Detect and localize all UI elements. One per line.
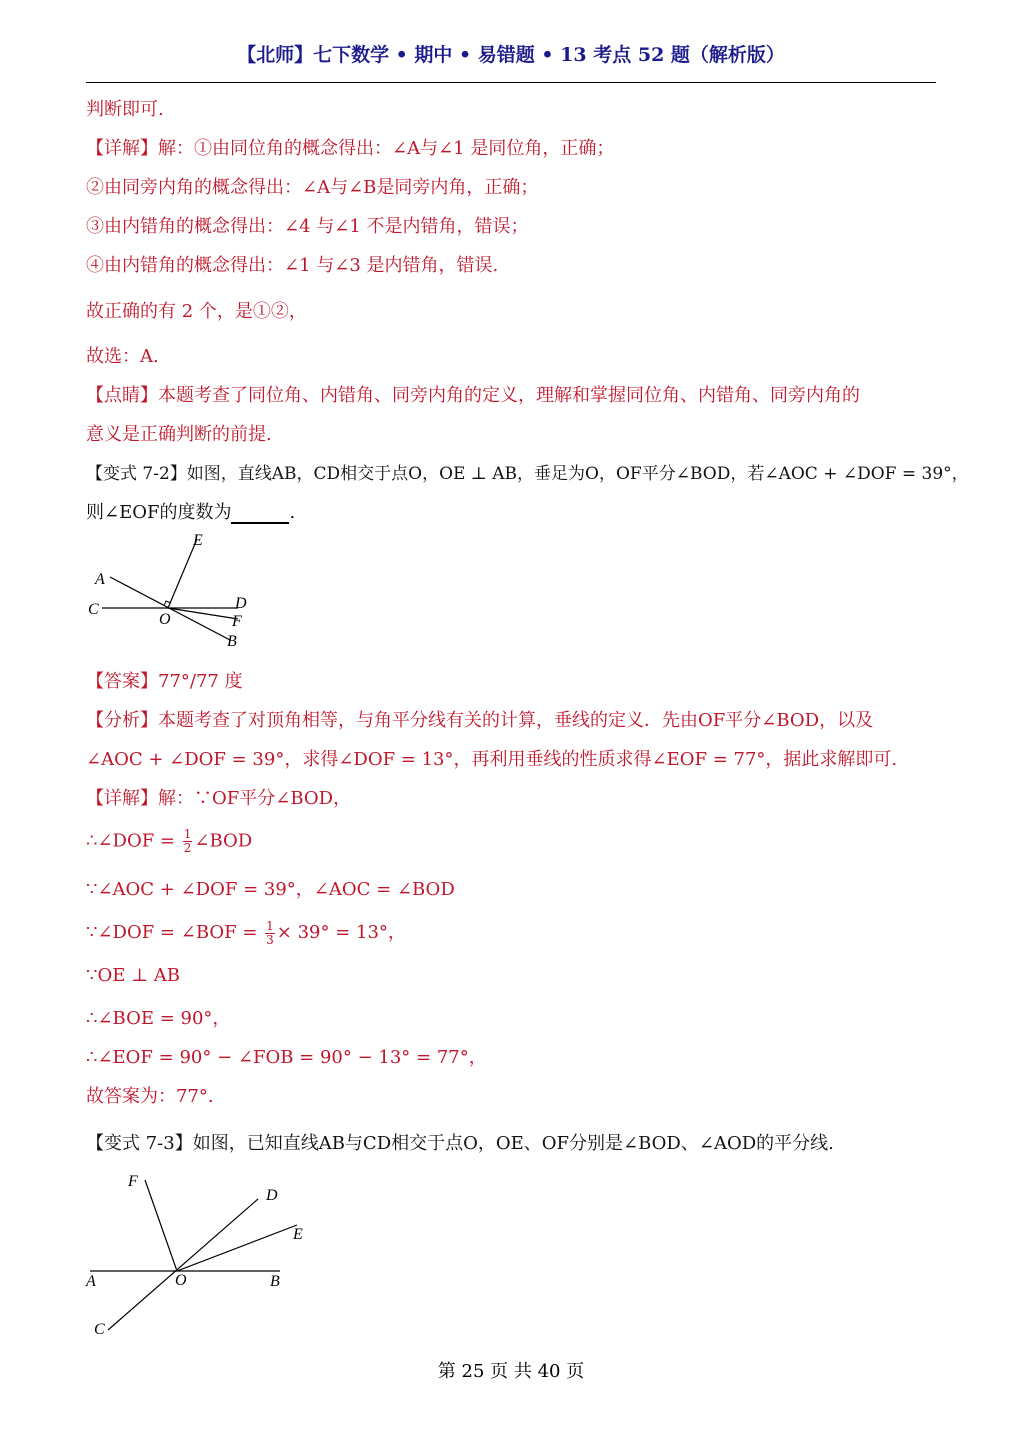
label-E: E (293, 1226, 303, 1243)
fraction-denominator: 2 (183, 841, 192, 855)
text-line: ②由同旁内角的概念得出：∠A与∠B是同旁内角，正确； (86, 177, 539, 198)
label-C: C (94, 1321, 105, 1338)
text-line: 【点睛】本题考查了同位角、内错角、同旁内角的定义，理解和掌握同位角、内错角、同旁内角的 (86, 385, 860, 406)
label-O: O (159, 611, 171, 628)
solution-line: 故答案为：77°. (86, 1086, 214, 1107)
fraction-numerator: 1 (266, 918, 274, 933)
math-text: ∠BOD (194, 830, 253, 852)
fraction (183, 828, 193, 855)
solution-line (86, 918, 406, 947)
page-header: 【北师】七下数学 • 期中 • 易错题 • 13 考点 52 题（解析版） (237, 44, 785, 66)
math-text: × 39° = 13°， (276, 922, 406, 943)
question-text: . (289, 502, 296, 523)
page-footer: 第 25 页 共 40 页 (437, 1361, 585, 1382)
label-B: B (227, 633, 237, 650)
solution-line (86, 828, 252, 855)
math-text: ∵∠DOF = ∠BOF = (86, 922, 264, 943)
analysis-line: ∠AOC + ∠DOF = 39°，求得∠DOF = 13°，再利用垂线的性质求得∠EOF = 77°，据此求解即可. (86, 749, 898, 770)
text-line: 判断即可. (86, 99, 164, 120)
solution-line: ∵∠AOC + ∠DOF = 39°，∠AOC = ∠BOD (86, 879, 455, 900)
text-line: 意义是正确判断的前提. (86, 424, 272, 445)
text-line: 【详解】解：①由同位角的概念得出：∠A与∠1 是同位角，正确； (86, 138, 615, 159)
text-line: ③由内错角的概念得出：∠4 与∠1 不是内错角，错误； (86, 216, 529, 237)
text-line: 故正确的有 2 个，是①②， (86, 301, 307, 322)
label-D: D (235, 595, 247, 612)
label-F: F (128, 1173, 138, 1190)
answer-line: 【答案】77°/77 度 (86, 671, 243, 692)
label-F: F (232, 613, 242, 630)
label-D: D (266, 1187, 278, 1204)
fraction-denominator: 3 (266, 932, 274, 947)
text-line: ④由内错角的概念得出：∠1 与∠3 是内错角，错误. (86, 255, 499, 276)
label-E: E (193, 532, 203, 549)
text-line: 故选：A. (86, 346, 159, 367)
analysis-line: 【分析】本题考查了对顶角相等，与角平分线有关的计算，垂线的定义．先由OF平分∠BOD，以及 (86, 710, 874, 731)
label-C: C (88, 601, 99, 618)
math-text: ∴∠DOF = (86, 830, 181, 852)
fraction (265, 920, 275, 947)
figure-7-3 (80, 1165, 320, 1345)
answer-blank (231, 506, 289, 524)
solution-line: ∵OE ⊥ AB (86, 965, 180, 986)
figure-7-2 (80, 525, 280, 655)
question-7-3: 【变式 7-3】如图，已知直线AB与CD相交于点O，OE、OF分别是∠BOD、∠AOD的平分线. (86, 1133, 834, 1154)
header-rule (86, 82, 936, 83)
question-7-2-cont (86, 498, 295, 524)
label-A: A (95, 571, 105, 588)
question-text: 则∠EOF的度数为 (86, 502, 232, 523)
solution-line: ∴∠EOF = 90° − ∠FOB = 90° − 13° = 77°， (86, 1047, 487, 1068)
solution-line: 【详解】解：∵OF平分∠BOD， (86, 788, 352, 809)
fraction-numerator: 1 (183, 827, 192, 841)
label-O: O (175, 1272, 187, 1289)
label-A: A (86, 1273, 96, 1290)
question-7-2: 【变式 7-2】如图，直线AB，CD相交于点O，OE ⊥ AB，垂足为O，OF平分∠BOD，若∠AOC + ∠DOF = 39°， (86, 464, 969, 484)
solution-line: ∴∠BOE = 90°， (86, 1008, 231, 1029)
label-B: B (270, 1273, 280, 1290)
